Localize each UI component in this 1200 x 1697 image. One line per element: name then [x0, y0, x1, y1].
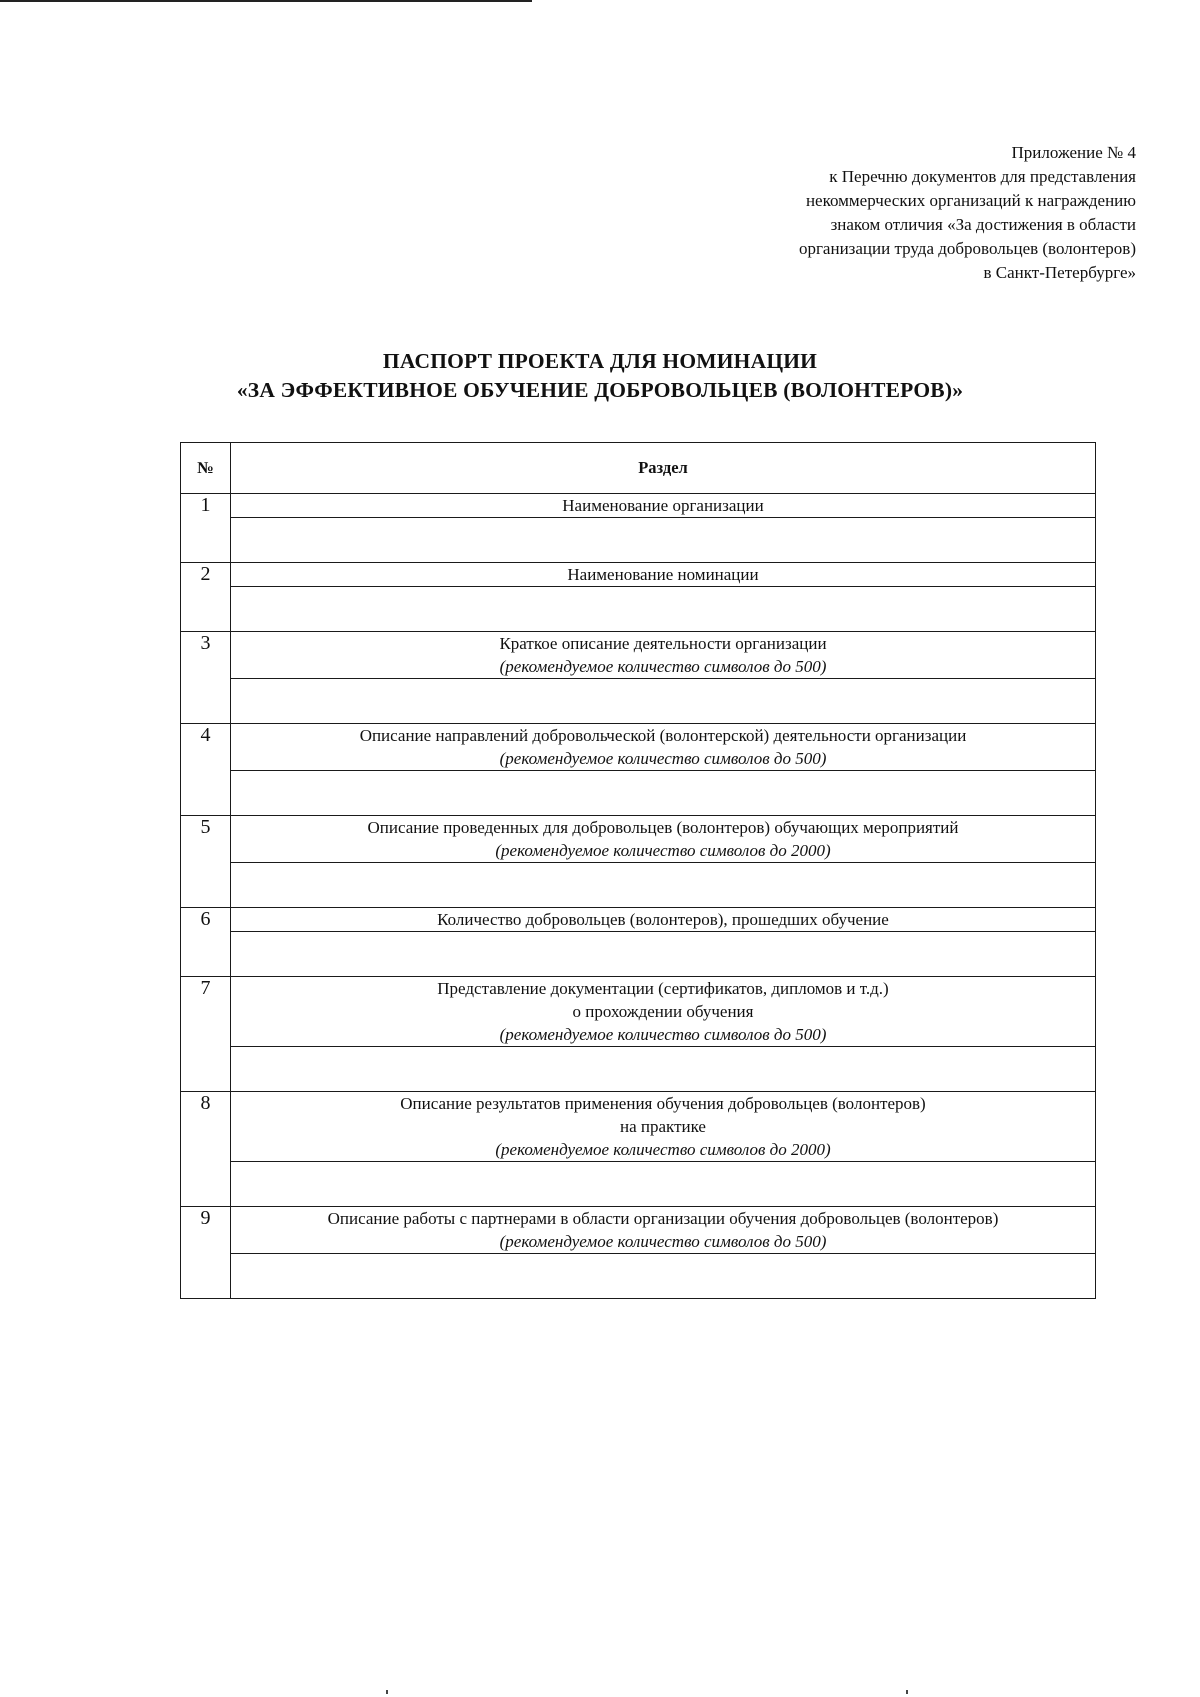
- section-title: Наименование организации: [562, 496, 764, 515]
- table-answer-row: [181, 587, 1096, 632]
- section-title: Представление документации (сертификатов, дипломов и т.д.): [437, 979, 889, 998]
- table-row: [181, 816, 1096, 863]
- column-header-number: №: [181, 443, 231, 494]
- character-limit-hint: (рекомендуемое количество символов до 500): [499, 657, 827, 676]
- section-title: Описание направлений добровольческой (волонтерской) деятельности организации: [359, 726, 967, 745]
- table-answer-row: [181, 518, 1096, 563]
- section-label: [231, 1207, 1096, 1254]
- table-answer-row: [181, 863, 1096, 908]
- appendix-line: организации труда добровольцев (волонтеров): [798, 239, 1136, 258]
- section-label: [231, 563, 1096, 587]
- table-header-row: [181, 443, 1096, 494]
- answer-cell[interactable]: [231, 679, 1096, 724]
- row-number: 4: [181, 724, 231, 816]
- section-title: Описание результатов применения обучения добровольцев (волонтеров): [400, 1094, 926, 1113]
- section-label: [231, 977, 1096, 1047]
- table-body: [181, 494, 1096, 1299]
- appendix-line: в Санкт-Петербурге»: [983, 263, 1136, 282]
- appendix-line: знаком отличия «За достижения в области: [830, 215, 1136, 234]
- row-number: 7: [181, 977, 231, 1092]
- table-row: [181, 908, 1096, 932]
- table-answer-row: [181, 679, 1096, 724]
- table-row: [181, 1092, 1096, 1162]
- answer-cell[interactable]: [231, 863, 1096, 908]
- row-number: 1: [181, 494, 231, 563]
- section-title: Описание проведенных для добровольцев (волонтеров) обучающих мероприятий: [367, 818, 959, 837]
- section-title: Количество добровольцев (волонтеров), прошедших обучение: [437, 910, 889, 929]
- section-title-continued: на практике: [620, 1117, 706, 1136]
- answer-cell[interactable]: [231, 587, 1096, 632]
- passport-table: [180, 442, 1096, 1299]
- character-limit-hint: (рекомендуемое количество символов до 500): [499, 1232, 827, 1251]
- section-label: [231, 724, 1096, 771]
- section-title: Наименование номинации: [567, 565, 759, 584]
- table-row: [181, 977, 1096, 1047]
- table-answer-row: [181, 1162, 1096, 1207]
- character-limit-hint: (рекомендуемое количество символов до 500): [499, 749, 827, 768]
- appendix-line: к Перечню документов для представления: [829, 167, 1136, 186]
- title-line-2: «ЗА ЭФФЕКТИВНОЕ ОБУЧЕНИЕ ДОБРОВОЛЬЦЕВ (ВОЛОНТЕРОВ)»: [236, 378, 964, 402]
- answer-cell[interactable]: [231, 932, 1096, 977]
- row-number: 3: [181, 632, 231, 724]
- character-limit-hint: (рекомендуемое количество символов до 2000): [495, 1140, 831, 1159]
- appendix-note: [616, 141, 1136, 285]
- answer-cell[interactable]: [231, 771, 1096, 816]
- row-number: 8: [181, 1092, 231, 1207]
- scan-speck: [386, 1690, 388, 1694]
- table-row: [181, 494, 1096, 518]
- section-label: [231, 494, 1096, 518]
- character-limit-hint: (рекомендуемое количество символов до 500): [499, 1025, 827, 1044]
- row-number: 2: [181, 563, 231, 632]
- row-number: 6: [181, 908, 231, 977]
- table-answer-row: [181, 1047, 1096, 1092]
- section-label: [231, 908, 1096, 932]
- section-title-continued: о прохождении обучения: [572, 1002, 754, 1021]
- section-title: Описание работы с партнерами в области организации обучения добровольцев (волонтеров): [327, 1209, 999, 1228]
- appendix-line: Приложение № 4: [1011, 143, 1136, 162]
- answer-cell[interactable]: [231, 518, 1096, 563]
- column-header-section: Раздел: [231, 443, 1096, 494]
- title-line-1: ПАСПОРТ ПРОЕКТА ДЛЯ НОМИНАЦИИ: [382, 349, 818, 373]
- row-number: 5: [181, 816, 231, 908]
- section-label: [231, 816, 1096, 863]
- answer-cell[interactable]: [231, 1254, 1096, 1299]
- scan-speck: [906, 1690, 908, 1694]
- row-number: 9: [181, 1207, 231, 1299]
- table-row: [181, 1207, 1096, 1254]
- table-row: [181, 632, 1096, 679]
- document-title: [0, 347, 1200, 405]
- table-row: [181, 724, 1096, 771]
- table-answer-row: [181, 1254, 1096, 1299]
- section-label: [231, 632, 1096, 679]
- answer-cell[interactable]: [231, 1162, 1096, 1207]
- character-limit-hint: (рекомендуемое количество символов до 2000): [495, 841, 831, 860]
- table-answer-row: [181, 771, 1096, 816]
- answer-cell[interactable]: [231, 1047, 1096, 1092]
- section-title: Краткое описание деятельности организации: [499, 634, 827, 653]
- appendix-line: некоммерческих организаций к награждению: [805, 191, 1136, 210]
- table-row: [181, 563, 1096, 587]
- table-answer-row: [181, 932, 1096, 977]
- scan-edge-line: [0, 0, 532, 2]
- section-label: [231, 1092, 1096, 1162]
